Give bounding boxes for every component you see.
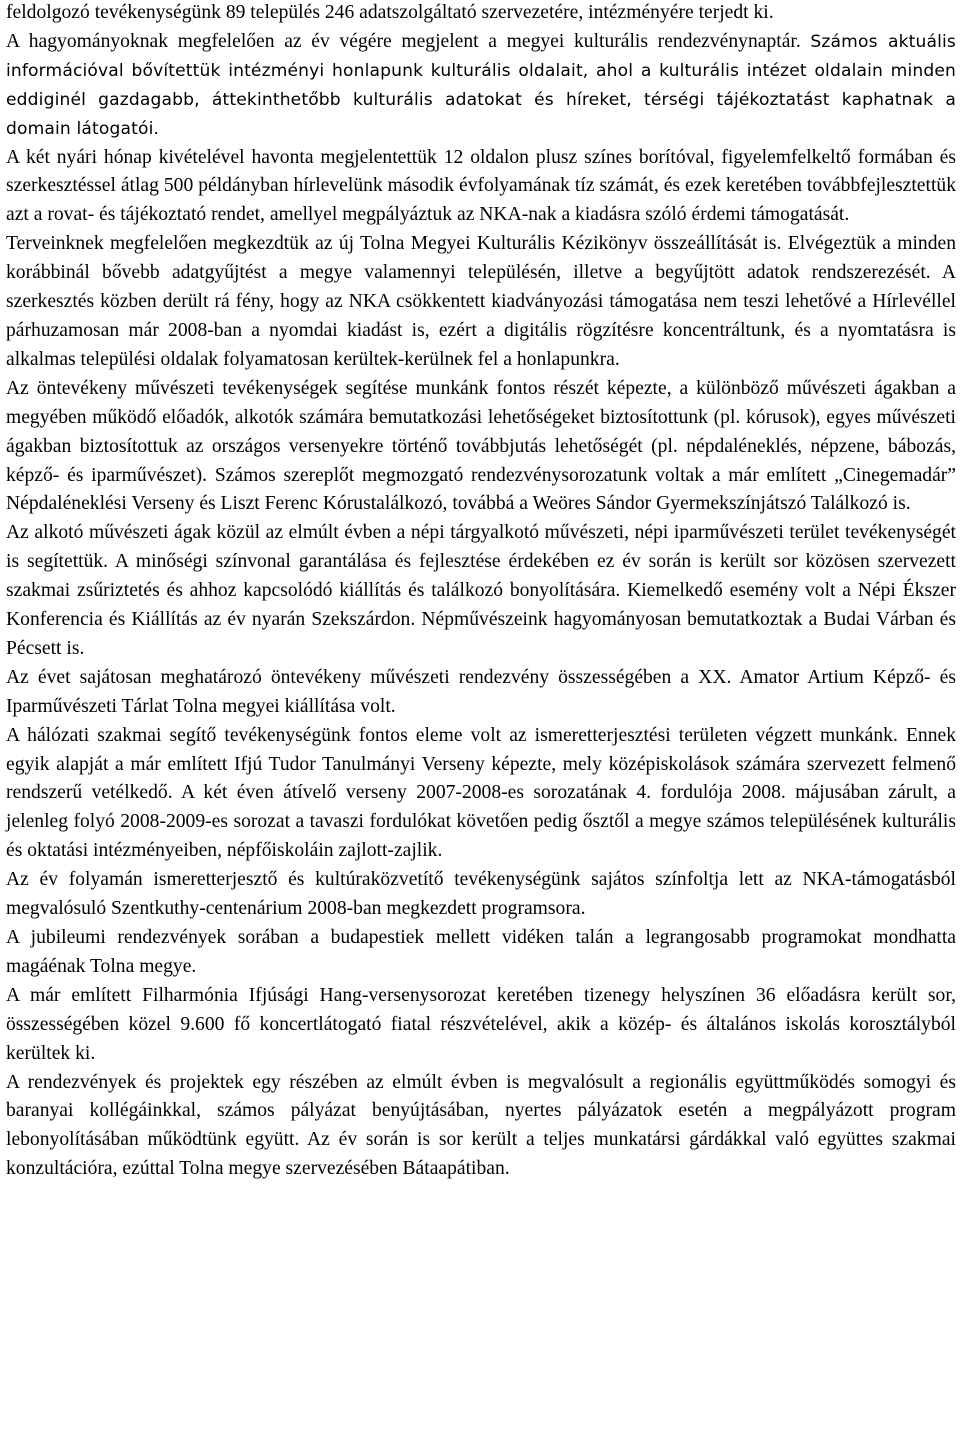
paragraph-data-processing xyxy=(6,0,956,28)
paragraph-text: A már említett Filharmónia Ifjúsági Hang-versenysorozat keretében tizenegy helyszínen 36 előadásra került sor, összességében közel 9.600 fő koncertlátogató fiatal részvételével, akik a közép- és általános iskolás korosztályból kerültek ki. xyxy=(6,984,956,1064)
paragraph-szentkuthy xyxy=(6,866,956,924)
paragraph-text: Terveinknek megfelelően megkezdtük az új Tolna Megyei Kulturális Kézikönyv összeállítását is. Elvégeztük a minden korábbinál bővebb adatgyűjtést a megye valamennyi településén, illetve a begyűjtött adatok rendszerezését. A szerkesztés közben derült rá fény, hogy az NKA csökkentett kiadványozási támogatása nem teszi lehetővé a Hírlevéllel párhuzamosan már 2008-ban a nyomdai kiadást is, ezért a digitális rögzítésre koncentráltunk, és a nyomtatásra is alkalmas települési oldalak folyamatosan kerültek-kerülnek fel a honlapunkra. xyxy=(6,233,956,370)
paragraph-text: Az öntevékeny művészeti tevékenységek segítése munkánk fontos részét képezte, a különböző művészeti ágakban a megyében működő előadók, alkotók számára bemutatkozási lehetőségeket biztosítottunk (pl. kórusok), egyes művészeti ágakban biztosítottuk az országos versenyekre történő továbbjutás lehetőségét (pl. népdaléneklés, népzene, bábozás, képző- és iparművészet). Számos szereplőt megmozgató rendezvénysorozatunk voltak a már említett „Cinegemadár” Népdaléneklési Verseny és Liszt Ferenc Kórustalálkozó, továbbá a Weöres Sándor Gyermekszínjátszó Találkozó is. xyxy=(6,377,956,515)
paragraph-text-sans: Számos aktuális információval bővítettük intézményi honlapunk kulturális oldalait, ahol a kulturális intézet oldalain minden eddiginél gazdagabb, áttekinthetőbb kulturális adatokat és híreket, térségi tájékoztatást kaphatnak a domain látogatói. xyxy=(6,31,956,139)
paragraph-regional-cooperation xyxy=(6,1069,956,1185)
paragraph-text: A két nyári hónap kivételével havonta megjelentettük 12 oldalon plusz színes borítóval, figyelemfelkeltő formában és szerkesztéssel átlag 500 példányban hírlevelünk második évfolyamának tíz számát, és ezek keretében továbbfejlesztettük azt a rovat- és tájékoztató rendet, amellyel megpályáztuk az NKA-nak a kiadásra szóló érdemi támogatását. xyxy=(6,146,956,226)
paragraph-amator-artium xyxy=(6,664,956,722)
paragraph-jubilee xyxy=(6,924,956,982)
paragraph-folk-crafts xyxy=(6,519,956,664)
paragraph-amateur-arts xyxy=(6,375,956,520)
paragraph-philharmonia xyxy=(6,982,956,1069)
paragraph-text: Az alkotó művészeti ágak közül az elmúlt évben a népi tárgyalkotó művészeti, népi iparművészeti terület tevékenységét is segítettük. A minőségi színvonal garantálása és fejlesztése érdekében ez év során is került sor közösen szervezett szakmai zsűriztetés és ahhoz kapcsolódó kiállítás és találkozó bonyolítására. Kiemelkedő esemény volt a Népi Ékszer Konferencia és Kiállítás az év nyarán Szekszárdon. Népművészeink hagyományosan bemutatkoztak a Budai Várban és Pécsett is. xyxy=(6,522,956,659)
paragraph-event-calendar xyxy=(6,28,956,144)
paragraph-text: Az évet sajátosan meghatározó öntevékeny művészeti rendezvény összességében a XX. Amator Artium Képző- és Iparművészeti Tárlat Tolna megyei kiállítása volt. xyxy=(6,666,956,717)
paragraph-handbook xyxy=(6,230,956,375)
paragraph-text: Az év folyamán ismeretterjesztő és kultúraközvetítő tevékenységünk sajátos színfoltja lett az NKA-támogatásból megvalósuló Szentkuthy-centenárium 2008-ban megkezdett programsora. xyxy=(6,869,956,920)
document-page xyxy=(6,0,956,1184)
paragraph-text: A rendezvények és projektek egy részében az elmúlt évben is megvalósult a regionális együttműködés somogyi és baranyai kollégáinkkal, számos pályázat benyújtásában, nyertes pályázatok esetén a megpályázott program lebonyolításában működtünk együtt. Az év során is sor került a teljes munkatársi gárdákkal való együttes szakmai konzultációra, ezúttal Tolna megye szervezésében Bátaapátiban. xyxy=(6,1071,956,1180)
paragraph-text: A hagyományoknak megfelelően az év végére megjelent a megyei kulturális rendezvénynaptár. xyxy=(6,30,811,52)
paragraph-text: A hálózati szakmai segítő tevékenységünk fontos eleme volt az ismeretterjesztési területen végzett munkánk. Ennek egyik alapját a már említett Ifjú Tudor Tanulmányi Verseny képezte, mely középiskolások számára szervezett felmenő rendszerű vetélkedő. A két éven átívelő verseny 2007-2008-es sorozatának 4. fordulója 2008. májusában zárult, a jelenleg folyó 2008-2009-es sorozat a tavaszi fordulókat követően pedig ősztől a megye számos településének kulturális és oktatási intézményeiben, népfőiskoláin zajlott-zajlik. xyxy=(6,724,956,862)
paragraph-text: A jubileumi rendezvények sorában a budapestiek mellett vidéken talán a legrangosabb programokat mondhatta magáénak Tolna megye. xyxy=(6,927,956,977)
paragraph-text: feldolgozó tevékenységünk 89 település 246 adatszolgáltató szervezetére, intézményére terjedt ki. xyxy=(6,2,774,23)
paragraph-newsletter xyxy=(6,144,956,231)
paragraph-education xyxy=(6,722,956,867)
